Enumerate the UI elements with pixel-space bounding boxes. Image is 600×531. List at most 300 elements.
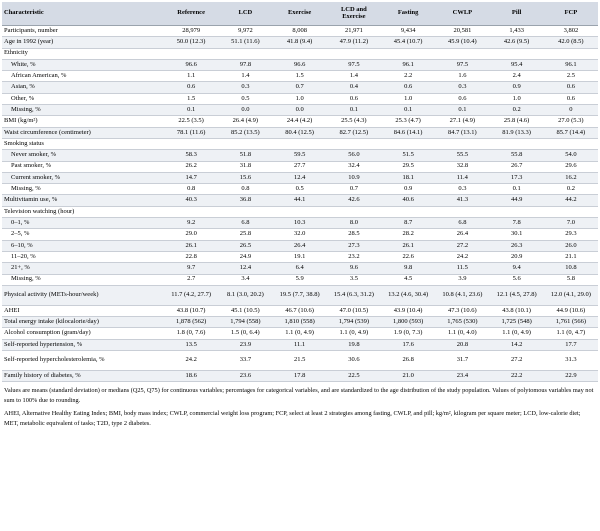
cell-value: 12.1 (4.5, 27.8) bbox=[490, 285, 544, 305]
cell-value: 9.2 bbox=[164, 218, 218, 229]
row-label: Missing, % bbox=[2, 184, 164, 195]
table-section-row bbox=[2, 206, 598, 217]
cell-value: 1.0 bbox=[273, 93, 327, 104]
table-section-row bbox=[2, 138, 598, 149]
cell-value: 46.7 (10.6) bbox=[273, 305, 327, 316]
cell-value: 1.1 (0, 4.9) bbox=[327, 328, 381, 339]
cell-value: 45.9 (10.4) bbox=[435, 37, 489, 48]
cell-value: 0.1 bbox=[381, 105, 435, 116]
cell-value: 3.5 bbox=[327, 274, 381, 285]
cell-value: 56.0 bbox=[327, 150, 381, 161]
cell-value: 18.1 bbox=[381, 172, 435, 183]
row-label: Asian, % bbox=[2, 82, 164, 93]
row-label: Self-reported hypertension, % bbox=[2, 339, 164, 350]
cell-value bbox=[327, 138, 381, 149]
cell-value: 14.2 bbox=[490, 339, 544, 350]
cell-value: 0.5 bbox=[273, 184, 327, 195]
column-header: LCD and Exercise bbox=[327, 2, 381, 26]
cell-value: 97.5 bbox=[435, 59, 489, 70]
table-row bbox=[2, 71, 598, 82]
cell-value: 55.8 bbox=[490, 150, 544, 161]
cell-value: 0.2 bbox=[490, 105, 544, 116]
cell-value: 1.4 bbox=[327, 71, 381, 82]
cell-value: 2.5 bbox=[544, 71, 598, 82]
row-label: Alcohol consumption (gram/day) bbox=[2, 328, 164, 339]
cell-value: 17.3 bbox=[490, 172, 544, 183]
cell-value: 27.0 (5.3) bbox=[544, 116, 598, 127]
cell-value: 1.5 (0, 6.4) bbox=[218, 328, 272, 339]
cell-value bbox=[164, 138, 218, 149]
cell-value: 9.6 bbox=[327, 263, 381, 274]
row-label: 11–20, % bbox=[2, 251, 164, 262]
footnote: Values are means (standard deviation) or medians (Q25, Q75) for continuous variables; percentages for categorical variables, and are standardized to the age distribution of the study population. Values of polytomous variables may not sum to 100% due to rounding. bbox=[4, 387, 594, 405]
cell-value: 10.9 bbox=[327, 172, 381, 183]
cell-value: 0.3 bbox=[435, 82, 489, 93]
column-header: Characteristic bbox=[2, 2, 164, 26]
cell-value: 22.5 bbox=[327, 371, 381, 382]
cell-value: 96.6 bbox=[273, 59, 327, 70]
cell-value bbox=[273, 138, 327, 149]
row-label: 6–10, % bbox=[2, 240, 164, 251]
cell-value: 1.8 (0, 7.6) bbox=[164, 328, 218, 339]
cell-value bbox=[273, 206, 327, 217]
cell-value: 51.8 bbox=[218, 150, 272, 161]
cell-value: 1.6 bbox=[435, 71, 489, 82]
cell-value: 11.7 (4.2, 27.7) bbox=[164, 285, 218, 305]
row-label: Waist circumference (centimeter) bbox=[2, 127, 164, 138]
cell-value: 17.8 bbox=[273, 371, 327, 382]
table-header-row bbox=[2, 2, 598, 26]
table-row bbox=[2, 105, 598, 116]
cell-value: 6.4 bbox=[273, 263, 327, 274]
cell-value: 21.1 bbox=[544, 251, 598, 262]
cell-value: 0.8 bbox=[218, 184, 272, 195]
cell-value: 32.8 bbox=[435, 161, 489, 172]
cell-value: 26.5 bbox=[218, 240, 272, 251]
cell-value bbox=[327, 48, 381, 59]
cell-value: 81.9 (13.3) bbox=[490, 127, 544, 138]
cell-value: 1.1 bbox=[164, 71, 218, 82]
cell-value: 0.6 bbox=[544, 93, 598, 104]
cell-value: 43.8 (10.7) bbox=[164, 305, 218, 316]
cell-value: 20.8 bbox=[435, 339, 489, 350]
cell-value: 25.5 (4.3) bbox=[327, 116, 381, 127]
cell-value: 26.1 bbox=[381, 240, 435, 251]
cell-value: 97.5 bbox=[327, 59, 381, 70]
cell-value: 1,794 (539) bbox=[327, 317, 381, 328]
cell-value: 40.3 bbox=[164, 195, 218, 206]
row-label: 0–1, % bbox=[2, 218, 164, 229]
cell-value: 96.1 bbox=[544, 59, 598, 70]
cell-value: 82.7 (12.5) bbox=[327, 127, 381, 138]
cell-value: 0.1 bbox=[327, 105, 381, 116]
cell-value: 84.6 (14.1) bbox=[381, 127, 435, 138]
table-row bbox=[2, 195, 598, 206]
cell-value bbox=[381, 138, 435, 149]
cell-value bbox=[381, 48, 435, 59]
cell-value: 22.6 bbox=[381, 251, 435, 262]
cell-value bbox=[490, 48, 544, 59]
cell-value bbox=[544, 48, 598, 59]
cell-value: 0.7 bbox=[327, 184, 381, 195]
cell-value: 0.2 bbox=[544, 184, 598, 195]
cell-value: 0 bbox=[544, 105, 598, 116]
table-row bbox=[2, 317, 598, 328]
cell-value: 0.9 bbox=[490, 82, 544, 93]
cell-value: 19.5 (7.7, 38.8) bbox=[273, 285, 327, 305]
cell-value: 22.9 bbox=[544, 371, 598, 382]
cell-value: 59.5 bbox=[273, 150, 327, 161]
table-row bbox=[2, 305, 598, 316]
cell-value: 14.7 bbox=[164, 172, 218, 183]
cell-value: 12.0 (4.1, 29.0) bbox=[544, 285, 598, 305]
cell-value: 1.4 bbox=[218, 71, 272, 82]
cell-value: 0.7 bbox=[273, 82, 327, 93]
cell-value: 5.9 bbox=[273, 274, 327, 285]
cell-value: 2.4 bbox=[490, 71, 544, 82]
cell-value: 30.6 bbox=[327, 351, 381, 371]
cell-value: 28,979 bbox=[164, 26, 218, 37]
cell-value bbox=[544, 206, 598, 217]
table-row bbox=[2, 251, 598, 262]
table-row bbox=[2, 229, 598, 240]
cell-value: 58.3 bbox=[164, 150, 218, 161]
column-header: Reference bbox=[164, 2, 218, 26]
cell-value: 84.7 (13.1) bbox=[435, 127, 489, 138]
cell-value: 5.6 bbox=[490, 274, 544, 285]
table-row bbox=[2, 184, 598, 195]
section-label: Television watching (hour) bbox=[2, 206, 164, 217]
cell-value: 1,878 (562) bbox=[164, 317, 218, 328]
row-label: Participants, number bbox=[2, 26, 164, 37]
cell-value: 3.9 bbox=[435, 274, 489, 285]
cell-value: 2.7 bbox=[164, 274, 218, 285]
cell-value: 29.0 bbox=[164, 229, 218, 240]
cell-value: 1.1 (0, 4.0) bbox=[435, 328, 489, 339]
cell-value: 1,810 (558) bbox=[273, 317, 327, 328]
cell-value: 42.6 (9.5) bbox=[490, 37, 544, 48]
cell-value: 9.7 bbox=[164, 263, 218, 274]
row-label: Age in 1992 (year) bbox=[2, 37, 164, 48]
row-label: Self-reported hypercholesterolemia, % bbox=[2, 351, 164, 371]
table-row bbox=[2, 116, 598, 127]
cell-value: 31.3 bbox=[544, 351, 598, 371]
cell-value: 0.6 bbox=[381, 82, 435, 93]
cell-value: 24.4 (4.2) bbox=[273, 116, 327, 127]
characteristics-table bbox=[2, 2, 598, 382]
cell-value: 27.1 (4.9) bbox=[435, 116, 489, 127]
cell-value: 23.2 bbox=[327, 251, 381, 262]
cell-value: 23.6 bbox=[218, 371, 272, 382]
cell-value: 21,971 bbox=[327, 26, 381, 37]
cell-value: 27.7 bbox=[273, 161, 327, 172]
cell-value: 0.0 bbox=[218, 105, 272, 116]
cell-value: 0.9 bbox=[381, 184, 435, 195]
cell-value: 1.1 (0, 4.9) bbox=[490, 328, 544, 339]
cell-value: 54.0 bbox=[544, 150, 598, 161]
cell-value bbox=[490, 138, 544, 149]
cell-value: 1.1 (0, 4.7) bbox=[544, 328, 598, 339]
cell-value: 31.8 bbox=[218, 161, 272, 172]
cell-value: 27.2 bbox=[490, 351, 544, 371]
cell-value: 20,581 bbox=[435, 26, 489, 37]
cell-value: 3,802 bbox=[544, 26, 598, 37]
cell-value: 24.2 bbox=[435, 251, 489, 262]
cell-value: 47.0 (10.5) bbox=[327, 305, 381, 316]
cell-value: 42.6 bbox=[327, 195, 381, 206]
table-row bbox=[2, 172, 598, 183]
cell-value: 9.4 bbox=[490, 263, 544, 274]
cell-value: 43.9 (10.4) bbox=[381, 305, 435, 316]
cell-value: 47.9 (11.2) bbox=[327, 37, 381, 48]
cell-value: 29.5 bbox=[381, 161, 435, 172]
cell-value: 96.6 bbox=[164, 59, 218, 70]
table-row bbox=[2, 339, 598, 350]
cell-value: 4.5 bbox=[381, 274, 435, 285]
footnote: AHEI, Alternative Healthy Eating Index; BMI, body mass index; CWLP, commercial weight loss program; FCP, select at least 2 strategies among fasting, CWLP, and pill; kg/m², kilogram per square meter; LCD, low-calorie diet; MET, metabolic equivalent of tasks; T2D, type 2 diabetes. bbox=[4, 410, 581, 428]
cell-value: 45.4 (10.7) bbox=[381, 37, 435, 48]
cell-value: 17.6 bbox=[381, 339, 435, 350]
cell-value: 1.5 bbox=[273, 71, 327, 82]
cell-value bbox=[544, 138, 598, 149]
cell-value: 32.0 bbox=[273, 229, 327, 240]
cell-value: 0.6 bbox=[435, 93, 489, 104]
cell-value: 22.5 (3.5) bbox=[164, 116, 218, 127]
cell-value: 96.1 bbox=[381, 59, 435, 70]
column-header: Fasting bbox=[381, 2, 435, 26]
row-label: Past smoker, % bbox=[2, 161, 164, 172]
cell-value: 0.4 bbox=[327, 82, 381, 93]
cell-value: 1,800 (593) bbox=[381, 317, 435, 328]
cell-value: 20.9 bbox=[490, 251, 544, 262]
cell-value: 11.5 bbox=[435, 263, 489, 274]
cell-value bbox=[218, 48, 272, 59]
cell-value: 26.1 bbox=[164, 240, 218, 251]
cell-value bbox=[381, 206, 435, 217]
cell-value: 9,434 bbox=[381, 26, 435, 37]
cell-value: 85.2 (13.5) bbox=[218, 127, 272, 138]
row-label: Missing, % bbox=[2, 105, 164, 116]
row-label: Total energy intake (kilocalorie/day) bbox=[2, 317, 164, 328]
cell-value: 0.3 bbox=[218, 82, 272, 93]
cell-value: 8.7 bbox=[381, 218, 435, 229]
cell-value: 10.8 (4.1, 23.6) bbox=[435, 285, 489, 305]
cell-value: 44.9 (10.6) bbox=[544, 305, 598, 316]
cell-value: 26.7 bbox=[490, 161, 544, 172]
cell-value bbox=[327, 206, 381, 217]
cell-value: 26.0 bbox=[544, 240, 598, 251]
cell-value: 13.5 bbox=[164, 339, 218, 350]
cell-value: 26.4 bbox=[435, 229, 489, 240]
cell-value: 10.3 bbox=[273, 218, 327, 229]
cell-value: 11.4 bbox=[435, 172, 489, 183]
column-header: LCD bbox=[218, 2, 272, 26]
cell-value: 30.1 bbox=[490, 229, 544, 240]
column-header: FCP bbox=[544, 2, 598, 26]
cell-value: 28.5 bbox=[327, 229, 381, 240]
cell-value: 26.8 bbox=[381, 351, 435, 371]
cell-value: 44.9 bbox=[490, 195, 544, 206]
cell-value: 31.7 bbox=[435, 351, 489, 371]
cell-value: 1,433 bbox=[490, 26, 544, 37]
cell-value: 80.4 (12.5) bbox=[273, 127, 327, 138]
cell-value bbox=[435, 138, 489, 149]
cell-value: 47.3 (10.6) bbox=[435, 305, 489, 316]
row-label: White, % bbox=[2, 59, 164, 70]
table-section-row bbox=[2, 48, 598, 59]
cell-value: 19.8 bbox=[327, 339, 381, 350]
table-row bbox=[2, 82, 598, 93]
cell-value: 95.4 bbox=[490, 59, 544, 70]
cell-value: 24.9 bbox=[218, 251, 272, 262]
column-header: CWLP bbox=[435, 2, 489, 26]
cell-value: 0.8 bbox=[164, 184, 218, 195]
cell-value: 55.5 bbox=[435, 150, 489, 161]
cell-value: 51.1 (11.6) bbox=[218, 37, 272, 48]
section-label: Ethnicity bbox=[2, 48, 164, 59]
cell-value: 23.9 bbox=[218, 339, 272, 350]
cell-value: 22.2 bbox=[490, 371, 544, 382]
row-label: 2–5, % bbox=[2, 229, 164, 240]
cell-value bbox=[435, 48, 489, 59]
cell-value: 25.8 (4.6) bbox=[490, 116, 544, 127]
cell-value: 23.4 bbox=[435, 371, 489, 382]
cell-value: 10.8 bbox=[544, 263, 598, 274]
cell-value: 9.8 bbox=[381, 263, 435, 274]
row-label: Multivitamin use, % bbox=[2, 195, 164, 206]
column-header: Pill bbox=[490, 2, 544, 26]
cell-value: 8.1 (3.0, 20.2) bbox=[218, 285, 272, 305]
cell-value: 42.0 (8.5) bbox=[544, 37, 598, 48]
cell-value: 9,972 bbox=[218, 26, 272, 37]
row-label: AHEI bbox=[2, 305, 164, 316]
cell-value: 13.2 (4.6, 30.4) bbox=[381, 285, 435, 305]
row-label: Physical activity (METs-hour/week) bbox=[2, 285, 164, 305]
table-row bbox=[2, 351, 598, 371]
cell-value: 7.8 bbox=[490, 218, 544, 229]
cell-value: 0.1 bbox=[490, 184, 544, 195]
section-label: Smoking status bbox=[2, 138, 164, 149]
cell-value: 2.2 bbox=[381, 71, 435, 82]
cell-value: 85.7 (14.4) bbox=[544, 127, 598, 138]
cell-value: 45.1 (10.5) bbox=[218, 305, 272, 316]
table-row bbox=[2, 371, 598, 382]
cell-value: 7.0 bbox=[544, 218, 598, 229]
row-label: 21+, % bbox=[2, 263, 164, 274]
cell-value: 24.2 bbox=[164, 351, 218, 371]
cell-value bbox=[218, 206, 272, 217]
cell-value: 6.8 bbox=[435, 218, 489, 229]
cell-value: 17.7 bbox=[544, 339, 598, 350]
cell-value: 11.1 bbox=[273, 339, 327, 350]
cell-value: 25.3 (4.7) bbox=[381, 116, 435, 127]
table-row bbox=[2, 240, 598, 251]
cell-value: 0.3 bbox=[435, 184, 489, 195]
table-row bbox=[2, 274, 598, 285]
cell-value: 26.3 bbox=[490, 240, 544, 251]
cell-value: 28.2 bbox=[381, 229, 435, 240]
table-row bbox=[2, 263, 598, 274]
cell-value: 1.1 (0, 4.9) bbox=[273, 328, 327, 339]
cell-value: 0.6 bbox=[327, 93, 381, 104]
cell-value: 0.6 bbox=[544, 82, 598, 93]
cell-value: 0.5 bbox=[218, 93, 272, 104]
cell-value: 15.6 bbox=[218, 172, 272, 183]
cell-value: 16.2 bbox=[544, 172, 598, 183]
cell-value: 6.8 bbox=[218, 218, 272, 229]
cell-value: 26.4 (4.9) bbox=[218, 116, 272, 127]
cell-value: 0.1 bbox=[435, 105, 489, 116]
cell-value: 1.0 bbox=[490, 93, 544, 104]
table-row bbox=[2, 26, 598, 37]
cell-value: 5.8 bbox=[544, 274, 598, 285]
cell-value: 8,008 bbox=[273, 26, 327, 37]
table-row bbox=[2, 328, 598, 339]
cell-value: 32.4 bbox=[327, 161, 381, 172]
table-row bbox=[2, 127, 598, 138]
cell-value: 1,761 (566) bbox=[544, 317, 598, 328]
cell-value: 1.0 bbox=[381, 93, 435, 104]
row-label: African American, % bbox=[2, 71, 164, 82]
cell-value: 29.3 bbox=[544, 229, 598, 240]
cell-value: 1,794 (558) bbox=[218, 317, 272, 328]
cell-value: 33.7 bbox=[218, 351, 272, 371]
column-header: Exercise bbox=[273, 2, 327, 26]
cell-value: 1,765 (530) bbox=[435, 317, 489, 328]
cell-value: 44.2 bbox=[544, 195, 598, 206]
cell-value bbox=[164, 48, 218, 59]
cell-value: 41.8 (9.4) bbox=[273, 37, 327, 48]
table-row bbox=[2, 161, 598, 172]
row-label: Never smoker, % bbox=[2, 150, 164, 161]
cell-value bbox=[218, 138, 272, 149]
cell-value: 1.5 bbox=[164, 93, 218, 104]
cell-value: 27.2 bbox=[435, 240, 489, 251]
cell-value: 29.6 bbox=[544, 161, 598, 172]
row-label: Family history of diabetes, % bbox=[2, 371, 164, 382]
cell-value: 12.4 bbox=[218, 263, 272, 274]
cell-value: 1,725 (548) bbox=[490, 317, 544, 328]
row-label: Other, % bbox=[2, 93, 164, 104]
cell-value bbox=[435, 206, 489, 217]
cell-value bbox=[164, 206, 218, 217]
cell-value: 0.1 bbox=[164, 105, 218, 116]
cell-value: 12.4 bbox=[273, 172, 327, 183]
cell-value: 8.0 bbox=[327, 218, 381, 229]
cell-value: 51.5 bbox=[381, 150, 435, 161]
row-label: BMI (kg/m²) bbox=[2, 116, 164, 127]
cell-value: 18.6 bbox=[164, 371, 218, 382]
cell-value: 0.6 bbox=[164, 82, 218, 93]
cell-value: 78.1 (11.6) bbox=[164, 127, 218, 138]
cell-value bbox=[490, 206, 544, 217]
cell-value: 0.0 bbox=[273, 105, 327, 116]
cell-value: 21.0 bbox=[381, 371, 435, 382]
document bbox=[2, 2, 598, 432]
cell-value: 40.6 bbox=[381, 195, 435, 206]
cell-value: 43.8 (10.1) bbox=[490, 305, 544, 316]
cell-value: 1.9 (0, 7.3) bbox=[381, 328, 435, 339]
table-row bbox=[2, 218, 598, 229]
table-row bbox=[2, 59, 598, 70]
cell-value: 41.3 bbox=[435, 195, 489, 206]
cell-value: 22.8 bbox=[164, 251, 218, 262]
cell-value: 97.8 bbox=[218, 59, 272, 70]
cell-value: 25.8 bbox=[218, 229, 272, 240]
table-row bbox=[2, 150, 598, 161]
cell-value: 21.5 bbox=[273, 351, 327, 371]
cell-value: 50.0 (12.3) bbox=[164, 37, 218, 48]
